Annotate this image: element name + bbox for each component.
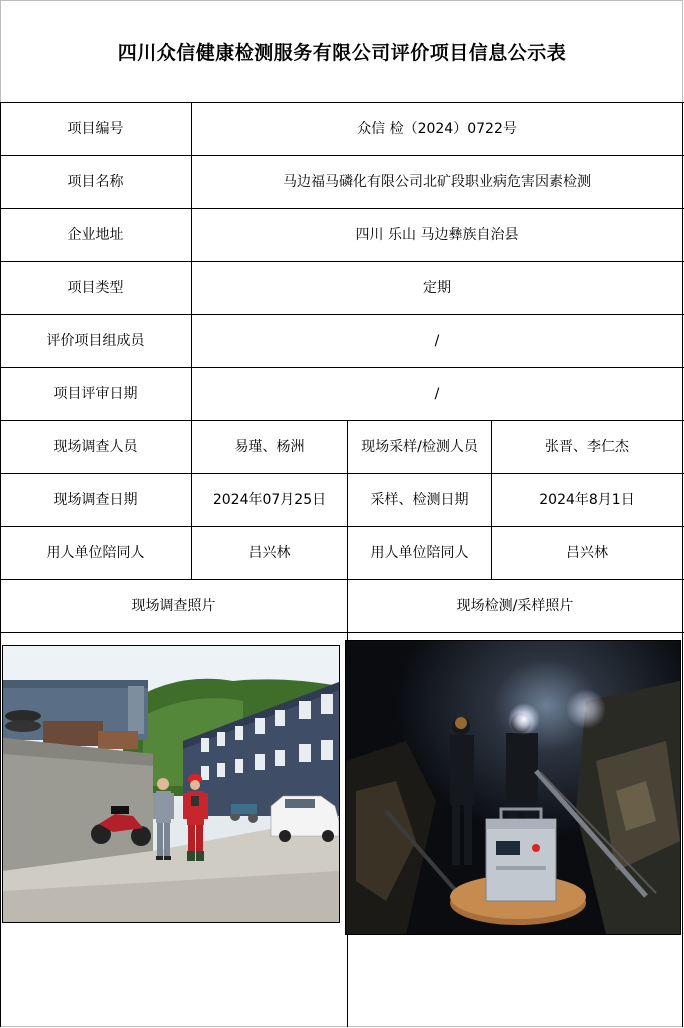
sampling-photo: [345, 640, 681, 935]
sampling-staff-value: 张晋、李仁杰: [545, 438, 629, 455]
project-name-value: 马边福马磷化有限公司北矿段职业病危害因素检测: [283, 173, 591, 190]
survey-photo-image: [3, 646, 339, 922]
escort-value: 吕兴林: [248, 544, 291, 561]
escort-label-2: 用人单位陪同人: [370, 544, 469, 561]
survey-staff-label: 现场调查人员: [53, 438, 138, 455]
address-label: 企业地址: [67, 226, 124, 243]
survey-staff-value: 易瑾、杨洲: [234, 438, 305, 455]
sampling-date-value: 2024年8月1日: [539, 491, 635, 508]
members-value: /: [434, 332, 440, 349]
grid-line: [682, 102, 683, 1027]
sampling-staff-label: 现场采样/检测人员: [361, 438, 478, 455]
escort-value-2: 吕兴林: [566, 544, 608, 561]
sampling-photo-image: [346, 641, 680, 934]
project-no-value: 众信 检（2024）0722号: [357, 120, 517, 137]
survey-date-value: 2024年07月25日: [212, 491, 327, 508]
survey-photo: [2, 645, 340, 923]
sampling-photo-header: 现场检测/采样照片: [456, 597, 574, 614]
survey-date-label: 现场调查日期: [53, 491, 138, 508]
sampling-date-label: 采样、检测日期: [370, 491, 469, 508]
address-value: 四川 乐山 马边彝族自治县: [355, 226, 519, 243]
project-type-label: 项目类型: [67, 279, 124, 296]
members-label: 评价项目组成员: [46, 332, 145, 349]
grid-line: [0, 632, 684, 633]
project-type-value: 定期: [423, 279, 451, 296]
page-title: 四川众信健康检测服务有限公司评价项目信息公示表: [117, 42, 567, 64]
project-no-label: 项目编号: [67, 120, 124, 137]
escort-label: 用人单位陪同人: [46, 544, 145, 561]
review-date-label: 项目评审日期: [53, 385, 138, 402]
project-name-label: 项目名称: [67, 173, 124, 190]
review-date-value: /: [434, 385, 440, 402]
survey-photo-header: 现场调查照片: [131, 597, 216, 614]
